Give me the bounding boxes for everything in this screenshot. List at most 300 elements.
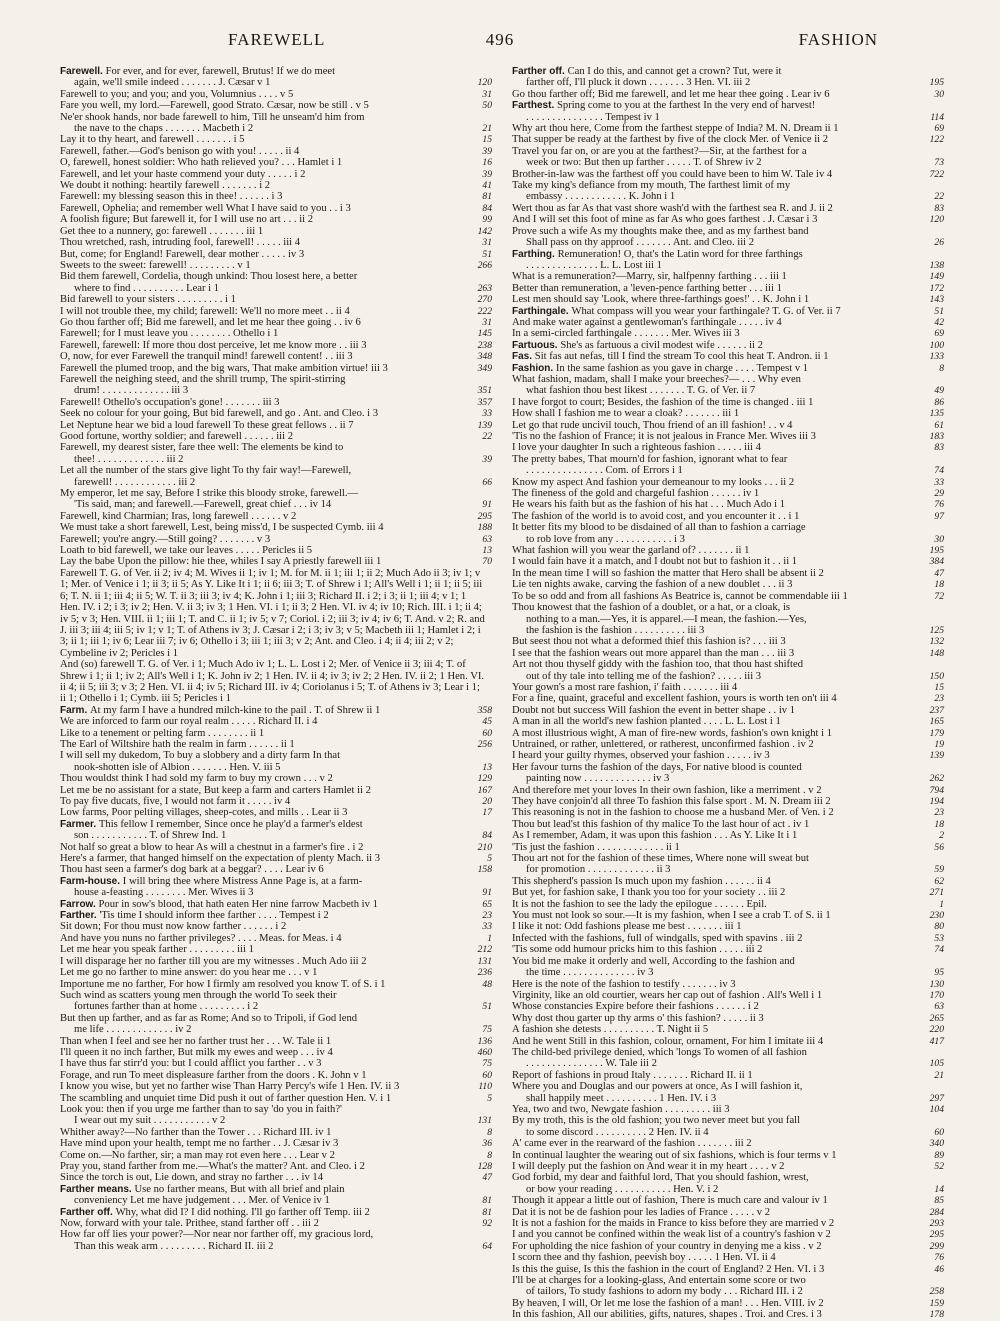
line-number: 92 [482, 1218, 492, 1230]
quotation-text: Better than remuneration, a 'leven-pence farthing better . . . iii 1 [512, 282, 782, 294]
line-number: 139 [929, 750, 944, 762]
headword: Farm-house. [60, 875, 123, 887]
quotation-line [60, 431, 492, 442]
line-number: 131 [477, 955, 492, 967]
quotation-line [60, 157, 492, 168]
line-number: 460 [477, 1046, 492, 1058]
quotation-text: fortunes farther than at home . . . . . . . . . i 2 [74, 1001, 259, 1013]
quotation-line [60, 123, 492, 134]
line-number: 22 [934, 191, 944, 203]
quotation-line [60, 1070, 492, 1081]
line-number: 39 [482, 168, 492, 180]
quotation-text: Doubt not but success Will fashion the event in better shape . . iv 1 [512, 704, 795, 716]
quotation-text: Why dost thou garter up thy arms o' this fashion? . . . . . ii 3 [512, 1012, 764, 1024]
line-number: 56 [934, 841, 944, 853]
line-number: 238 [477, 339, 492, 351]
quotation-line [60, 534, 492, 545]
left-column [60, 66, 492, 1281]
quotation-line [512, 146, 944, 157]
line-number: 172 [929, 282, 944, 294]
line-number: 158 [477, 864, 492, 876]
quotation-line [60, 294, 492, 305]
line-number: 76 [934, 1252, 944, 1264]
quotation-text: A' came ever in the rearward of the fashion . . . . . . . iii 2 [512, 1138, 752, 1150]
entry-headword-line [60, 819, 492, 830]
line-number: 150 [929, 670, 944, 682]
quotation-line [512, 1024, 944, 1035]
quotation-text: Remuneration! O, that's the Latin word for three farthings [557, 248, 803, 260]
quotation-line [512, 671, 944, 682]
quotation-text: Spring come to you at the farthest In the very end of harvest! [557, 100, 816, 112]
quotation-text: the fashion is the fashion . . . . . . . . . . iii 3 [526, 624, 705, 636]
quotation-text: painting now . . . . . . . . . . . . . iv 3 [526, 773, 670, 785]
line-number: 195 [929, 77, 944, 89]
quotation-text: The scambling and unquiet time Did push it out of farther question Hen. V. i 1 [60, 1092, 392, 1104]
line-number: 31 [482, 88, 492, 100]
line-number: 357 [477, 396, 492, 408]
line-number: 1 [939, 898, 944, 910]
quotation-line [60, 180, 492, 191]
line-number: 76 [934, 499, 944, 511]
quotation-line [512, 967, 944, 978]
quotation-text: This shepherd's passion Is much upon my fashion . . . . . . ii 4 [512, 875, 771, 887]
quotation-text: I wear out my suit . . . . . . . . . . . v 2 [74, 1115, 226, 1127]
quotation-text: And I will set this foot of mine as far As who goes farthest . J. Cæsar i 3 [512, 214, 818, 226]
line-number: 72 [934, 590, 944, 602]
quotation-line [60, 556, 492, 567]
quotation-text: farewell! . . . . . . . . . . . . iii 2 [74, 476, 196, 488]
quotation-text: My emperor, let me say, Before I strike this bloody stroke, farewell.— [60, 488, 359, 500]
line-number: 48 [482, 978, 492, 990]
line-number: 130 [929, 978, 944, 990]
quotation-text: Let Neptune hear we bid a loud farewell To these great fellows . . ii 7 [60, 419, 354, 431]
quotation-line [512, 1286, 944, 1297]
line-number: 271 [929, 887, 944, 899]
quotation-line [60, 887, 492, 898]
quotation-text: For a fine, quaint, graceful and excellent fashion, yours is worth ten on't iii 4 [512, 693, 837, 705]
line-number: 80 [934, 921, 944, 933]
quotation-text: house a-feasting . . . . . . . . Mer. Wives ii 3 [74, 887, 254, 899]
quotation-line [512, 728, 944, 739]
line-number: 23 [482, 910, 492, 922]
line-number: 179 [929, 727, 944, 739]
quotation-text: O, farewell, honest soldier: Who hath relieved you? . . . Hamlet i 1 [60, 157, 343, 169]
quotation-text: I will deeply put the fashion on And wear it in my heart . . . . v 2 [512, 1161, 785, 1172]
line-number: 722 [929, 168, 944, 180]
quotation-line [60, 1218, 492, 1229]
quotation-text: Than this weak arm . . . . . . . . . Richard II. iii 2 [74, 1240, 274, 1252]
line-number: 23 [934, 807, 944, 819]
quotation-line [60, 933, 492, 944]
line-number: 65 [482, 898, 492, 910]
right-column [512, 66, 944, 1321]
line-number: 417 [929, 1035, 944, 1047]
quotation-line [512, 488, 944, 499]
line-number: 110 [478, 1081, 492, 1093]
line-number: 42 [934, 316, 944, 328]
quotation-line [512, 853, 944, 864]
quotation-text: Fare you well, my lord.—Farewell, good Strato. Cæsar, now be still . v 5 [60, 100, 369, 112]
line-number: 1 [487, 932, 492, 944]
line-number: 21 [482, 123, 492, 135]
line-number: 83 [934, 442, 944, 454]
line-number: 20 [482, 796, 492, 807]
entry-headword-line [60, 876, 492, 887]
line-number: 91 [482, 499, 492, 511]
entry-headword-line [512, 351, 944, 362]
quotation-text: Since the torch is out, Lie down, and stray no farther . . . iv 14 [60, 1172, 324, 1184]
quotation-line [512, 921, 944, 932]
quotation-line [60, 785, 492, 796]
quotation-line [60, 956, 492, 967]
quotation-text: where to find . . . . . . . . . . Lear i 1 [74, 282, 220, 294]
quotation-text: shall happily meet . . . . . . . . . . 1 Hen. IV. i 3 [526, 1092, 717, 1104]
quotation-line [512, 739, 944, 750]
quotation-text: And make water against a gentlewoman's farthingale . . . . . iv 4 [512, 316, 782, 328]
line-number: 256 [477, 738, 492, 750]
line-number: 21 [934, 1069, 944, 1081]
quotation-line [512, 773, 944, 784]
quotation-text: Let me go no farther to mine answer: do you hear me . . . v 1 [60, 967, 318, 979]
line-number: 284 [929, 1206, 944, 1218]
quotation-text: This reasoning is not in the fashion to choose me a husband Mer. of Ven. i 2 [512, 807, 834, 819]
quotation-text: Art not thou thyself giddy with the fashion too, that thou hast shifted [512, 659, 804, 671]
quotation-text: nook-shotten isle of Albion . . . . . . . Hen. V. iii 5 [74, 761, 281, 773]
quotation-line [60, 739, 492, 750]
quotation-line [60, 420, 492, 431]
line-number: 222 [477, 305, 492, 317]
quotation-text: The fashion of the world is to avoid cost, and you encounter it . . i 1 [512, 510, 800, 522]
quotation-text: I have thus far stirr'd you: but I could afflict you farther . . v 3 [60, 1058, 322, 1070]
line-number: 18 [934, 818, 944, 830]
quotation-line [512, 534, 944, 545]
quotation-line [512, 499, 944, 510]
line-number: 75 [482, 1024, 492, 1036]
entry-headword-line [60, 1184, 492, 1195]
quotation-text: That supper be ready at the farthest by five of the clock Mer. of Venice ii 2 [512, 134, 829, 146]
quotation-text: In continual laughter the wearing out of six fashions, which is four terms v 1 [512, 1149, 837, 1161]
quotation-line [512, 420, 944, 431]
quotation-text: drum! . . . . . . . . . . . . . iii 3 [74, 385, 189, 397]
quotation-line [60, 1161, 492, 1172]
quotation-line [512, 899, 944, 910]
line-number: 358 [477, 704, 492, 716]
quotation-line [512, 283, 944, 294]
quotation-text: Your gown's a most rare fashion, i' faith . . . . . . . iii 4 [512, 681, 738, 693]
quotation-line [512, 328, 944, 339]
quotation-line [512, 602, 944, 613]
quotation-line [60, 1081, 492, 1092]
quotation-line [512, 180, 944, 191]
quotation-line [512, 1115, 944, 1126]
quotation-text: Whose constancies Expire before their fashions . . . . . . i 2 [512, 1001, 759, 1013]
line-number: 29 [934, 488, 944, 500]
quotation-text: 'Tis no the fashion of France; it is not jealous in France Mer. Wives iii 3 [512, 431, 816, 442]
entry-headword-line [512, 306, 944, 317]
quotation-line [512, 648, 944, 659]
quotation-text: the time . . . . . . . . . . . . . . iv 3 [526, 967, 654, 979]
quotation-text: Virginity, like an old courtier, wears her cap out of fashion . All's Well i 1 [512, 989, 823, 1001]
line-number: 18 [934, 579, 944, 591]
line-number: 61 [934, 419, 944, 431]
quotation-text: What fashion will you wear the garland of? . . . . . . . ii 1 [512, 545, 750, 557]
line-number: 99 [482, 214, 492, 226]
quotation-line [512, 89, 944, 100]
quotation-line [512, 226, 944, 237]
line-number: 188 [477, 522, 492, 534]
quotation-text: 'Tis time I should inform thee farther . . . . Tempest i 2 [99, 910, 329, 922]
line-number: 73 [934, 157, 944, 169]
line-number: 131 [477, 1115, 492, 1127]
quotation-line [60, 1047, 492, 1058]
quotation-line [60, 545, 492, 556]
line-number: 265 [929, 1012, 944, 1024]
quotation-line [60, 146, 492, 157]
quotation-line [60, 522, 492, 533]
headword: Farther means. [60, 1183, 135, 1195]
quotation-text: But seest thou not what a deformed thief this fashion is? . . . iii 3 [512, 636, 786, 648]
line-number: 122 [929, 134, 944, 146]
line-number: 139 [477, 419, 492, 431]
line-number: 104 [929, 1103, 944, 1115]
quotation-line [512, 762, 944, 773]
quotation-line [60, 237, 492, 248]
line-number: 183 [929, 431, 944, 442]
quotation-text: Farewell; for I must leave you . . . . . . . . Othello i 1 [60, 328, 279, 340]
line-number: 75 [482, 1058, 492, 1070]
quotation-text: Than when I feel and see her no farther trust her . . . W. Tale ii 1 [60, 1035, 332, 1047]
line-number: 69 [934, 123, 944, 135]
quotation-line [512, 1218, 944, 1229]
line-number: 295 [929, 1229, 944, 1241]
quotation-text: I have forgot to court; Besides, the fashion of the time is changed . iii 1 [512, 396, 814, 408]
quotation-text: Ne'er shook hands, nor bade farewell to him, Till he unseam'd him from [60, 111, 365, 123]
quotation-line [512, 1104, 944, 1115]
quotation-line [60, 100, 492, 111]
line-number: 45 [482, 716, 492, 728]
quotation-text: I know you wise, but yet no farther wise Than Harry Percy's wife 1 Hen. IV. ii 3 [60, 1081, 400, 1093]
quotation-text: Let me hear you speak farther . . . . . . . . . iii 1 [60, 944, 254, 956]
quotation-text: farther off, I'll pluck it down . . . . . . . 3 Hen. VI. iii 2 [526, 77, 751, 89]
quotation-line [512, 214, 944, 225]
quotation-line [512, 864, 944, 875]
quotation-text: the nave to the chaps . . . . . . . Macbeth i 2 [74, 123, 254, 135]
quotation-text: Thou wretched, rash, intruding fool, farewell! . . . . . iii 4 [60, 237, 301, 249]
line-number: 8 [939, 362, 944, 374]
quotation-line [60, 191, 492, 202]
quotation-text: to some discord . . . . . . . . . . 2 Hen. IV. ii 4 [526, 1126, 709, 1138]
line-number: 167 [477, 784, 492, 796]
line-number: 47 [934, 567, 944, 579]
quotation-line [512, 374, 944, 385]
quotation-text: He wears his faith but as the fashion of his hat . . . Much Ado i 1 [512, 499, 786, 511]
line-number: 120 [477, 77, 492, 89]
quotation-line [512, 522, 944, 533]
quotation-text: Farewell to you; and you; and you, Volumnius . . . . v 5 [60, 88, 294, 100]
quotation-text: In a semi-circled farthingale . . . . . . . Mer. Wives iii 3 [512, 328, 740, 340]
line-number: 128 [477, 1161, 492, 1172]
quotation-line [512, 830, 944, 841]
entry-headword-line [60, 1207, 492, 1218]
line-number: 351 [477, 385, 492, 397]
quotation-line [512, 876, 944, 887]
quotation-text: The Earl of Wiltshire hath the realm in farm . . . . . . ii 1 [60, 738, 295, 750]
line-number: 31 [482, 316, 492, 328]
quotation-text: I will disparage her no farther till you are my witnesses . Much Ado iii 2 [60, 955, 367, 967]
quotation-text: We are inforced to farm our royal realm . . . . . Richard II. i 4 [60, 716, 318, 728]
quotation-line [60, 1024, 492, 1035]
quotation-text: O, now, for ever Farewell the tranquil mind! farewell content! . . iii 3 [60, 351, 353, 363]
quotation-line [60, 659, 492, 705]
quotation-text: I'll queen it no inch farther, But milk my ewes and weep . . . iv 4 [60, 1046, 333, 1058]
line-number: 36 [482, 1138, 492, 1150]
quotation-line [512, 579, 944, 590]
quotation-text: I and you cannot be confined within the weak list of a country's fashion v 2 [512, 1229, 831, 1241]
quotation-text: And therefore met your loves In their own fashion, like a merriment . v 2 [512, 784, 822, 796]
quotation-line [512, 1309, 944, 1320]
quotation-text: Let go that rude uncivil touch, Thou friend of an ill fashion! . . v 4 [512, 419, 793, 431]
line-number: 33 [482, 408, 492, 420]
entry-headword-line [512, 66, 944, 77]
quotation-text: Lay the babe Upon the pillow: hie thee, whiles I say A priestly farewell iii 1 [60, 556, 382, 568]
quotation-line [60, 385, 492, 396]
line-number: 89 [934, 1149, 944, 1161]
line-number: 50 [482, 100, 492, 112]
quotation-text: I like it not: Odd fashions please me best . . . . . . . iii 1 [512, 921, 742, 933]
quotation-line [60, 397, 492, 408]
page-header [58, 30, 942, 54]
line-number: 41 [482, 180, 492, 192]
line-number: 212 [477, 944, 492, 956]
quotation-line [512, 112, 944, 123]
entry-headword-line [512, 340, 944, 351]
headword: Farthest. [512, 100, 558, 112]
headword: Farther off. [512, 66, 568, 77]
quotation-line [512, 979, 944, 990]
quotation-line [512, 1127, 944, 1138]
quotation-line [60, 979, 492, 990]
quotation-text: And have you nuns no farther privileges? . . . . Meas. for Meas. i 4 [60, 932, 342, 944]
headword: Farther. [60, 910, 100, 922]
quotation-text: A most illustrious wight, A man of fire-new words, fashion's own knight i 1 [512, 727, 832, 739]
line-number: 159 [929, 1297, 944, 1309]
quotation-text: Low farms, Poor pelting villages, sheep-cotes, and mills . . Lear ii 3 [60, 807, 348, 819]
quotation-line [60, 944, 492, 955]
quotation-line [60, 762, 492, 773]
quotation-text: Why art thou here, Come from the farthest steppe of India? M. N. Dream ii 1 [512, 123, 839, 135]
quotation-line [512, 636, 944, 647]
line-number: 69 [934, 328, 944, 340]
quotation-text: Bid farewell to your sisters . . . . . . . . . i 1 [60, 294, 236, 306]
quotation-text: nothing to a man.—Yes, it is apparel.—I mean, the fashion.—Yes, [526, 613, 807, 625]
quotation-text: Thou knowest that the fashion of a doublet, or a hat, or a cloak, is [512, 602, 791, 614]
headword: Farthing. [512, 248, 558, 260]
line-number: 62 [934, 875, 944, 887]
quotation-line [60, 842, 492, 853]
line-number: 293 [929, 1218, 944, 1230]
quotation-text: At my farm I have a hundred milch-kine to the pail . T. of Shrew ii 1 [90, 704, 381, 716]
quotation-line [512, 625, 944, 636]
quotation-text: Thou art not for the fashion of these times, Where none will sweat but [512, 853, 809, 865]
line-number: 74 [934, 465, 944, 477]
quotation-line [60, 1001, 492, 1012]
entry-headword-line [60, 910, 492, 921]
quotation-text: me life . . . . . . . . . . . . . iv 2 [74, 1024, 192, 1036]
line-number: 86 [934, 396, 944, 408]
line-number: 30 [934, 533, 944, 545]
quotation-line [60, 728, 492, 739]
quotation-text: Though it appear a little out of fashion, There is much care and valour iv 1 [512, 1195, 828, 1207]
line-number: 46 [934, 1263, 944, 1275]
quotation-text: I will sell my dukedom, To buy a slobbery and a dirty farm In that [60, 750, 341, 762]
quotation-text: Lay it to thy heart, and farewell . . . . . . . i 5 [60, 134, 245, 146]
quotation-text: Here's a farmer, that hanged himself on the expectation of plenty Mach. ii 3 [60, 853, 381, 865]
line-number: 30 [934, 88, 944, 100]
line-number: 13 [482, 761, 492, 773]
line-number: 258 [929, 1286, 944, 1298]
line-number: 47 [482, 1172, 492, 1184]
quotation-text: We must take a short farewell, Lest, being miss'd, I be suspected Cymb. iii 4 [60, 522, 384, 534]
quotation-line [512, 705, 944, 716]
quotation-line [512, 693, 944, 704]
quotation-text: Brother-in-law was the farthest off you could have been to him W. Tale iv 4 [512, 168, 833, 180]
page-number: 496 [485, 30, 515, 49]
quotation-text: The pretty babes, That mourn'd for fashion, ignorant what to fear [512, 453, 788, 465]
quotation-text: Look you: then if you urge me farther than to say 'do you in faith?' [60, 1103, 342, 1115]
quotation-text: It is not the fashion to see the lady the epilogue . . . . . . Epil. [512, 898, 767, 910]
quotation-line [512, 956, 944, 967]
line-number: 26 [934, 237, 944, 249]
line-number: 49 [934, 385, 944, 397]
quotation-line [60, 89, 492, 100]
line-number: 384 [929, 556, 944, 568]
running-head-right: FASHION [798, 30, 878, 49]
quotation-line [512, 1058, 944, 1069]
quotation-text: for promotion . . . . . . . . . . . . . ii 3 [526, 864, 671, 876]
quotation-line [60, 830, 492, 841]
quotation-text: what fashion thou best likest . . . . . . . T. G. of Ver. ii 7 [526, 385, 756, 397]
quotation-text: Farewell; you're angry.—Still going? . . . . . . . v 3 [60, 533, 271, 545]
quotation-text: Infected with the fashions, full of windgalls, sped with spavins . iii 2 [512, 932, 803, 944]
quotation-line [60, 226, 492, 237]
quotation-text: Now, forward with your tale. Prithee, stand farther off . . iii 2 [60, 1218, 319, 1230]
line-number: 39 [482, 145, 492, 157]
quotation-line [60, 408, 492, 419]
quotation-line [60, 1013, 492, 1024]
quotation-line [60, 340, 492, 351]
quotation-text: Pour in sow's blood, that hath eaten Her nine farrow Macbeth iv 1 [98, 898, 378, 910]
line-number: 84 [482, 830, 492, 842]
quotation-text: Farewell, my dearest sister, fare thee well: The elements be kind to [60, 442, 344, 454]
quotation-text: A foolish figure; But farewell it, for I will use no art . . . ii 2 [60, 214, 314, 226]
quotation-line [512, 1047, 944, 1058]
quotation-line [512, 545, 944, 556]
quotation-line [512, 1013, 944, 1024]
quotation-text: She's as fartuous a civil modest wife . . . . . . ii 2 [560, 339, 763, 351]
quotation-line [60, 864, 492, 875]
line-number: 135 [929, 408, 944, 420]
quotation-line [60, 1138, 492, 1149]
line-number: 51 [482, 248, 492, 260]
quotation-line [60, 112, 492, 123]
quotation-line [512, 591, 944, 602]
line-number: 120 [929, 214, 944, 226]
quotation-text: Report of fashions in proud Italy . . . . . . . Richard II. ii 1 [512, 1069, 753, 1081]
quotation-text: Thou hast seen a farmer's dog bark at a beggar? . . . . Lear iv 6 [60, 864, 324, 876]
quotation-line [512, 1275, 944, 1286]
quotation-text: Know my aspect And fashion your demeanour to my looks . . . ii 2 [512, 476, 795, 488]
quotation-text: A man in all the world's new fashion planted . . . . L. L. Lost i 1 [512, 716, 781, 728]
